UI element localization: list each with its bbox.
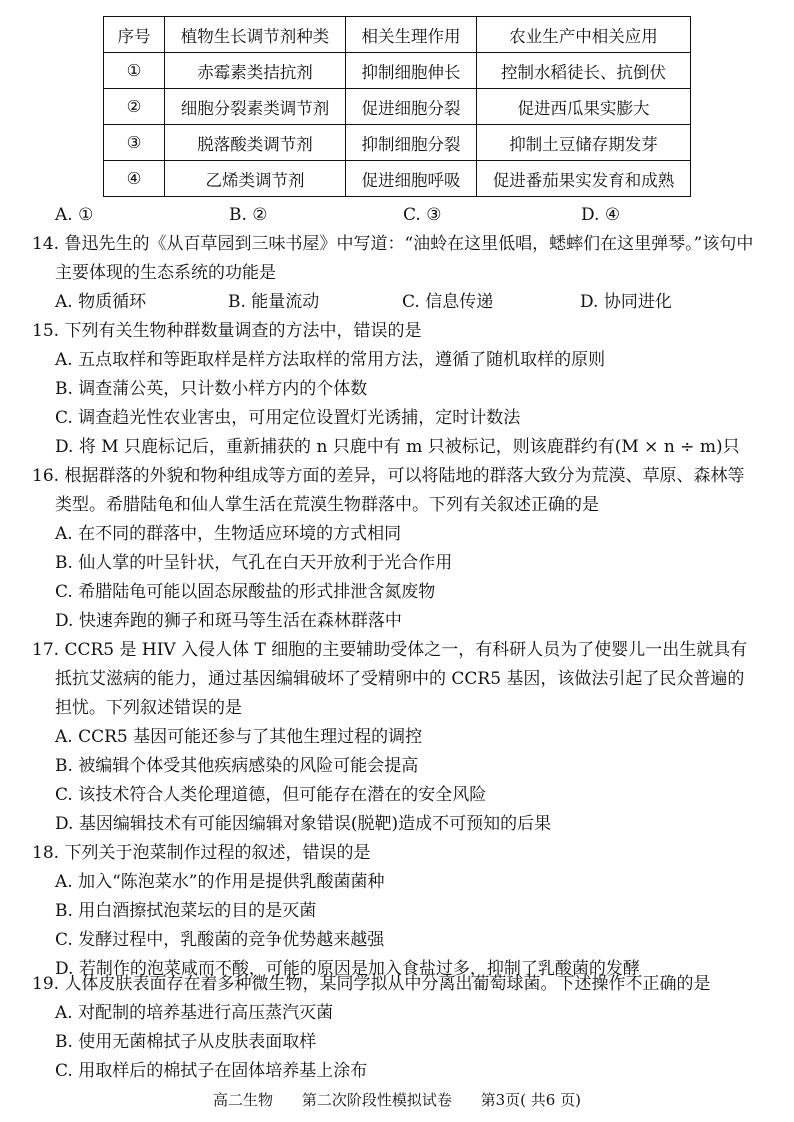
option-d: D. 快速奔跑的狮子和斑马等生活在森林群落中 (55, 611, 402, 631)
q13-options (55, 205, 755, 229)
table-cell: 控制水稻徒长、抗倒伏 (477, 53, 691, 89)
table-cell: 促进细胞呼吸 (346, 161, 477, 197)
option-a: A. 加入“陈泡菜水”的作用是提供乳酸菌菌种 (55, 872, 385, 892)
question-18 (32, 839, 772, 984)
table-row (104, 53, 691, 89)
table-cell: 细胞分裂素类调节剂 (165, 89, 346, 125)
option-a: A. CCR5 基因可能还参与了其他生理过程的调控 (55, 727, 423, 747)
table-cell: ② (104, 89, 165, 125)
table-cell: 抑制细胞分裂 (346, 125, 477, 161)
question-15 (32, 317, 772, 462)
option-c: C. 信息传递 (402, 292, 494, 312)
question-stem-continued: 主要体现的生态系统的功能是 (55, 263, 276, 283)
option-a: A. 对配制的培养基进行高压蒸汽灭菌 (55, 1003, 334, 1023)
regulator-table (103, 16, 691, 197)
option-b: B. 能量流动 (228, 292, 320, 312)
question-stem-continued: 担忧。下列叙述错误的是 (55, 698, 242, 718)
table-cell: ③ (104, 125, 165, 161)
option-a: A. 在不同的群落中，生物适应环境的方式相同 (55, 524, 402, 544)
table-cell: 促进细胞分裂 (346, 89, 477, 125)
table-cell: 抑制细胞伸长 (346, 53, 477, 89)
question-14 (32, 230, 772, 317)
option-b: B. 被编辑个体受其他疾病感染的风险可能会提高 (55, 756, 419, 776)
question-19 (32, 970, 772, 1086)
table-cell: ① (104, 53, 165, 89)
table-cell: 脱落酸类调节剂 (165, 125, 346, 161)
table-row (104, 89, 691, 125)
table-row (104, 161, 691, 197)
question-stem: 16. 根据群落的外貌和物种组成等方面的差异，可以将陆地的群落大致分为荒漠、草原、森林等 (32, 466, 745, 486)
option-c: C. 用取样后的棉拭子在固体培养基上涂布 (55, 1061, 368, 1081)
table-cell: ④ (104, 161, 165, 197)
option-d: D. ④ (581, 205, 621, 225)
table-header-cell: 农业生产中相关应用 (477, 17, 691, 53)
table-header-row (104, 17, 691, 53)
option-c: C. 发酵过程中，乳酸菌的竞争优势越来越强 (55, 930, 385, 950)
table-header-cell: 序号 (104, 17, 165, 53)
option-c: C. 该技术符合人类伦理道德，但可能存在潜在的安全风险 (55, 785, 487, 805)
footer-exam-title: 第二次阶段性模拟试卷 (301, 1091, 452, 1109)
option-a: A. ① (55, 205, 94, 225)
table-header-cell: 相关生理作用 (346, 17, 477, 53)
table-cell: 促进西瓜果实膨大 (477, 89, 691, 125)
footer-page-number: 第3页( 共6 页) (480, 1091, 581, 1109)
option-b: B. ② (229, 205, 268, 225)
question-stem: 18. 下列关于泡菜制作过程的叙述，错误的是 (32, 843, 371, 863)
question-stem: 15. 下列有关生物种群数量调查的方法中，错误的是 (32, 321, 422, 341)
table-row (104, 125, 691, 161)
table-cell: 促进番茄果实发育和成熟 (477, 161, 691, 197)
footer-subject: 高二生物 (213, 1091, 274, 1109)
option-c: C. 调查趋光性农业害虫，可用定位设置灯光诱捕，定时计数法 (55, 408, 521, 428)
option-b: B. 仙人掌的叶呈针状，气孔在白天开放利于光合作用 (55, 553, 453, 573)
question-stem: 19. 人体皮肤表面存在着多种微生物，某同学拟从中分离出葡萄球菌。下述操作不正确的是 (32, 974, 711, 994)
table-cell: 抑制土豆储存期发芽 (477, 125, 691, 161)
q14-options (32, 288, 772, 317)
option-d: D. 基因编辑技术有可能因编辑对象错误(脱靶)造成不可预知的后果 (55, 814, 552, 834)
option-d: D. 协同进化 (580, 292, 672, 312)
option-a: A. 五点取样和等距取样是样方法取样的常用方法，遵循了随机取样的原则 (55, 350, 606, 370)
page-footer (0, 1089, 794, 1110)
option-c: C. 希腊陆龟可能以固态尿酸盐的形式排泄含氮废物 (55, 582, 436, 602)
table-header-cell: 植物生长调节剂种类 (165, 17, 346, 53)
option-d: D. 将 M 只鹿标记后，重新捕获的 n 只鹿中有 m 只被标记，则该鹿群约有(M × n ÷ m)只 (55, 437, 740, 457)
option-c: C. ③ (403, 205, 442, 225)
option-b: B. 使用无菌棉拭子从皮肤表面取样 (55, 1032, 317, 1052)
option-a: A. 物质循环 (55, 292, 147, 312)
question-stem-continued: 抵抗艾滋病的能力，通过基因编辑破坏了受精卵中的 CCR5 基因，该做法引起了民众普遍的 (55, 669, 745, 689)
table-cell: 乙烯类调节剂 (165, 161, 346, 197)
option-b: B. 调查蒲公英，只计数小样方内的个体数 (55, 379, 368, 399)
table-cell: 赤霉素类拮抗剂 (165, 53, 346, 89)
question-stem-continued: 类型。希腊陆龟和仙人掌生活在荒漠生物群落中。下列有关叙述正确的是 (55, 495, 599, 515)
question-stem: 14. 鲁迅先生的《从百草园到三味书屋》中写道：“油蛉在这里低唱，蟋蟀们在这里弹琴。”该句中 (32, 234, 754, 254)
question-stem: 17. CCR5 是 HIV 入侵人体 T 细胞的主要辅助受体之一，有科研人员为了使婴儿一出生就具有 (32, 640, 748, 660)
question-16 (32, 462, 772, 636)
question-17 (32, 636, 772, 839)
option-b: B. 用白酒擦拭泡菜坛的目的是灭菌 (55, 901, 317, 921)
option-d: D. 若制作的泡菜咸而不酸，可能的原因是加入食盐过多，抑制了乳酸菌的发酵 (55, 959, 640, 979)
